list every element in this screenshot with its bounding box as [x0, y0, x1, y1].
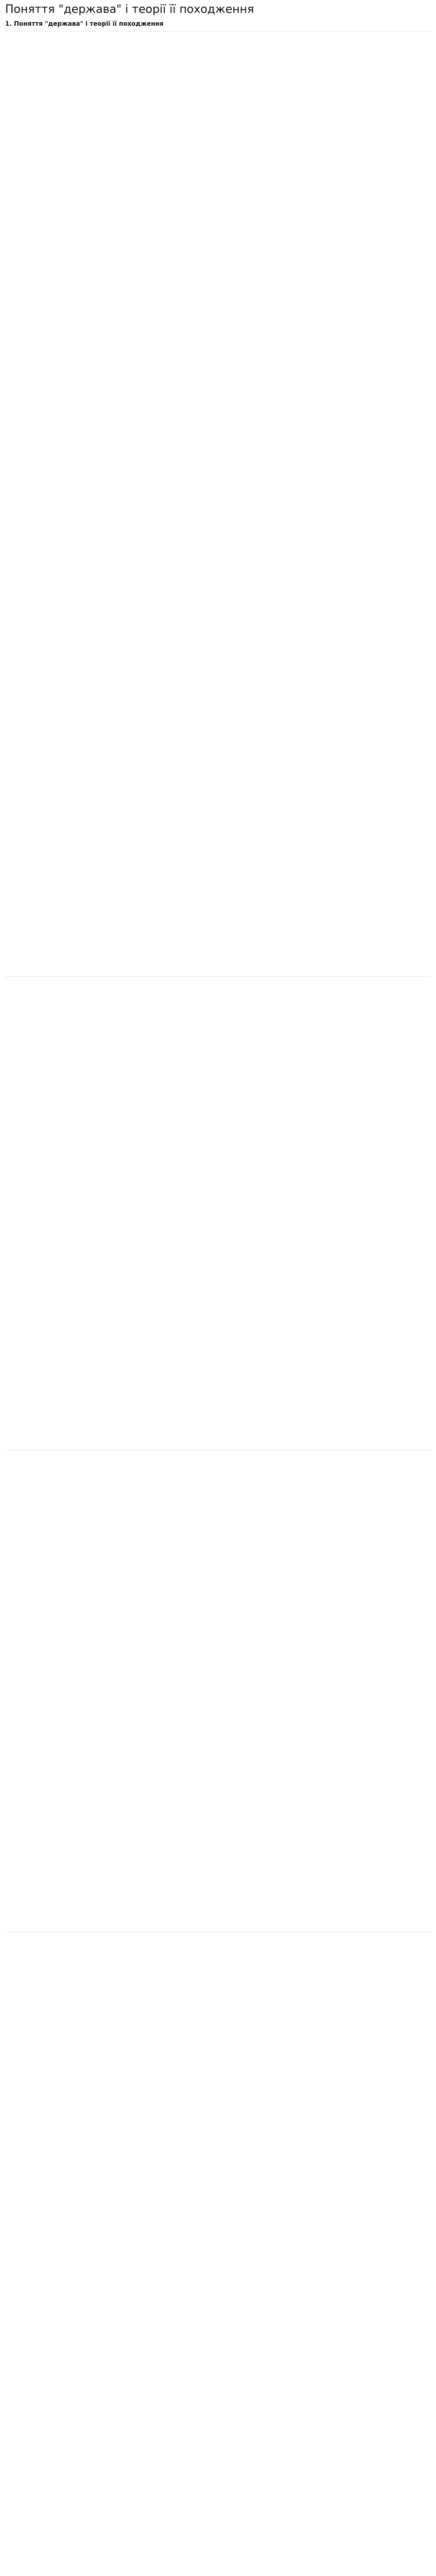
section-1-heading: 1. Поняття "держава" і теорії її походження [5, 20, 164, 27]
section-2-body-placeholder [5, 976, 431, 1440]
functions-body-placeholder [5, 1450, 431, 1914]
section-2-marker [5, 963, 431, 972]
section-3-marker [5, 1918, 431, 1927]
section-1-body-placeholder [5, 31, 431, 959]
functions-title [5, 1440, 431, 1450]
page-title: Поняття "держава" і теорії її походження [5, 3, 254, 16]
section-3-body-placeholder [5, 1931, 431, 2576]
